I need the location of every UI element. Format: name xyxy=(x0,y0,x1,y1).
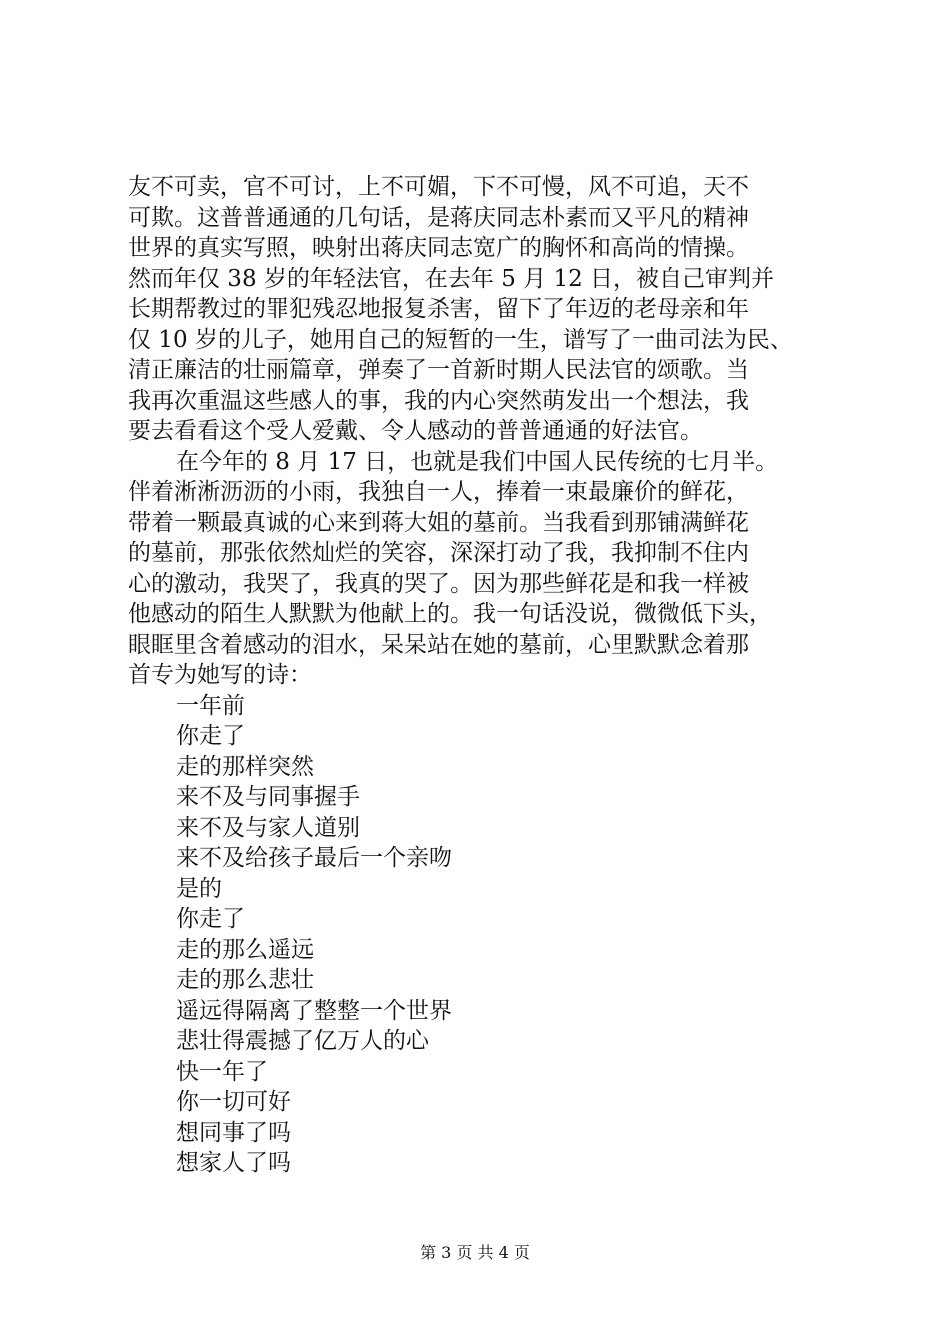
poem-line: 来不及与家人道别 xyxy=(176,814,360,841)
poem-line: 来不及与同事握手 xyxy=(176,784,360,810)
poem-line: 来不及给孩子最后一个亲吻 xyxy=(176,845,452,871)
poem-line: 想家人了吗 xyxy=(176,1150,291,1176)
document-body xyxy=(128,172,828,1179)
text-line: 的墓前，那张依然灿烂的笑容，深深打动了我，我抑制不住内 xyxy=(128,540,749,566)
text-line: 世界的真实写照，映射出蒋庆同志宽广的胸怀和高尚的情操。 xyxy=(128,235,749,261)
text-line: 他感动的陌生人默默为他献上的。我一句话没说，微微低下头， xyxy=(128,601,772,627)
text-line: 带着一颗最真诚的心来到蒋大姐的墓前。当我看到那铺满鲜花 xyxy=(128,509,749,536)
text-line: 心的激动，我哭了，我真的哭了。因为那些鲜花是和我一样被 xyxy=(128,570,749,597)
poem-line: 遥远得隔离了整整一个世界 xyxy=(176,997,452,1024)
text-line: 清正廉洁的壮丽篇章，弹奏了一首新时期人民法官的颂歌。当 xyxy=(128,357,749,383)
page-number-footer: 第 3 页 共 4 页 xyxy=(420,1243,530,1262)
poem xyxy=(128,691,828,1179)
text-line: 仅 10 岁的儿子，她用自己的短暂的一生，谱写了一曲司法为民、 xyxy=(128,326,793,353)
text-line: 友不可卖，官不可讨，上不可媚，下不可慢，风不可追，天不 xyxy=(128,174,749,200)
poem-line: 你走了 xyxy=(176,723,245,749)
poem-line: 一年前 xyxy=(176,692,245,719)
text-line: 伴着淅淅沥沥的小雨，我独自一人，捧着一束最廉价的鲜花， xyxy=(128,479,749,505)
paragraph-2 xyxy=(128,447,828,691)
poem-line: 走的那么遥远 xyxy=(176,936,314,963)
poem-line: 悲壮得震撼了亿万人的心 xyxy=(176,1028,429,1054)
paragraph-1 xyxy=(128,172,828,447)
text-line: 要去看看这个受人爱戴、令人感动的普普通通的好法官。 xyxy=(128,418,703,444)
text-line: 在今年的 8 月 17 日，也就是我们中国人民传统的七月半。 xyxy=(176,448,779,475)
poem-line: 走的那样突然 xyxy=(176,753,314,780)
text-line: 可欺。这普普通通的几句话，是蒋庆同志朴素而又平凡的精神 xyxy=(128,204,749,231)
text-line: 长期帮教过的罪犯残忍地报复杀害，留下了年迈的老母亲和年 xyxy=(128,296,749,322)
text-line: 首专为她写的诗： xyxy=(128,662,312,688)
poem-line: 想同事了吗 xyxy=(176,1119,291,1146)
poem-line: 你走了 xyxy=(176,906,245,932)
text-line: 眼眶里含着感动的泪水，呆呆站在她的墓前，心里默默念着那 xyxy=(128,631,749,658)
text-line: 然而年仅 38 岁的年轻法官，在去年 5 月 12 日，被自己审判并 xyxy=(128,265,775,292)
poem-line: 你一切可好 xyxy=(176,1089,291,1115)
poem-line: 走的那么悲壮 xyxy=(176,967,314,993)
poem-line: 是的 xyxy=(176,875,222,902)
poem-line: 快一年了 xyxy=(176,1058,268,1085)
text-line: 我再次重温这些感人的事，我的内心突然萌发出一个想法，我 xyxy=(128,387,749,414)
